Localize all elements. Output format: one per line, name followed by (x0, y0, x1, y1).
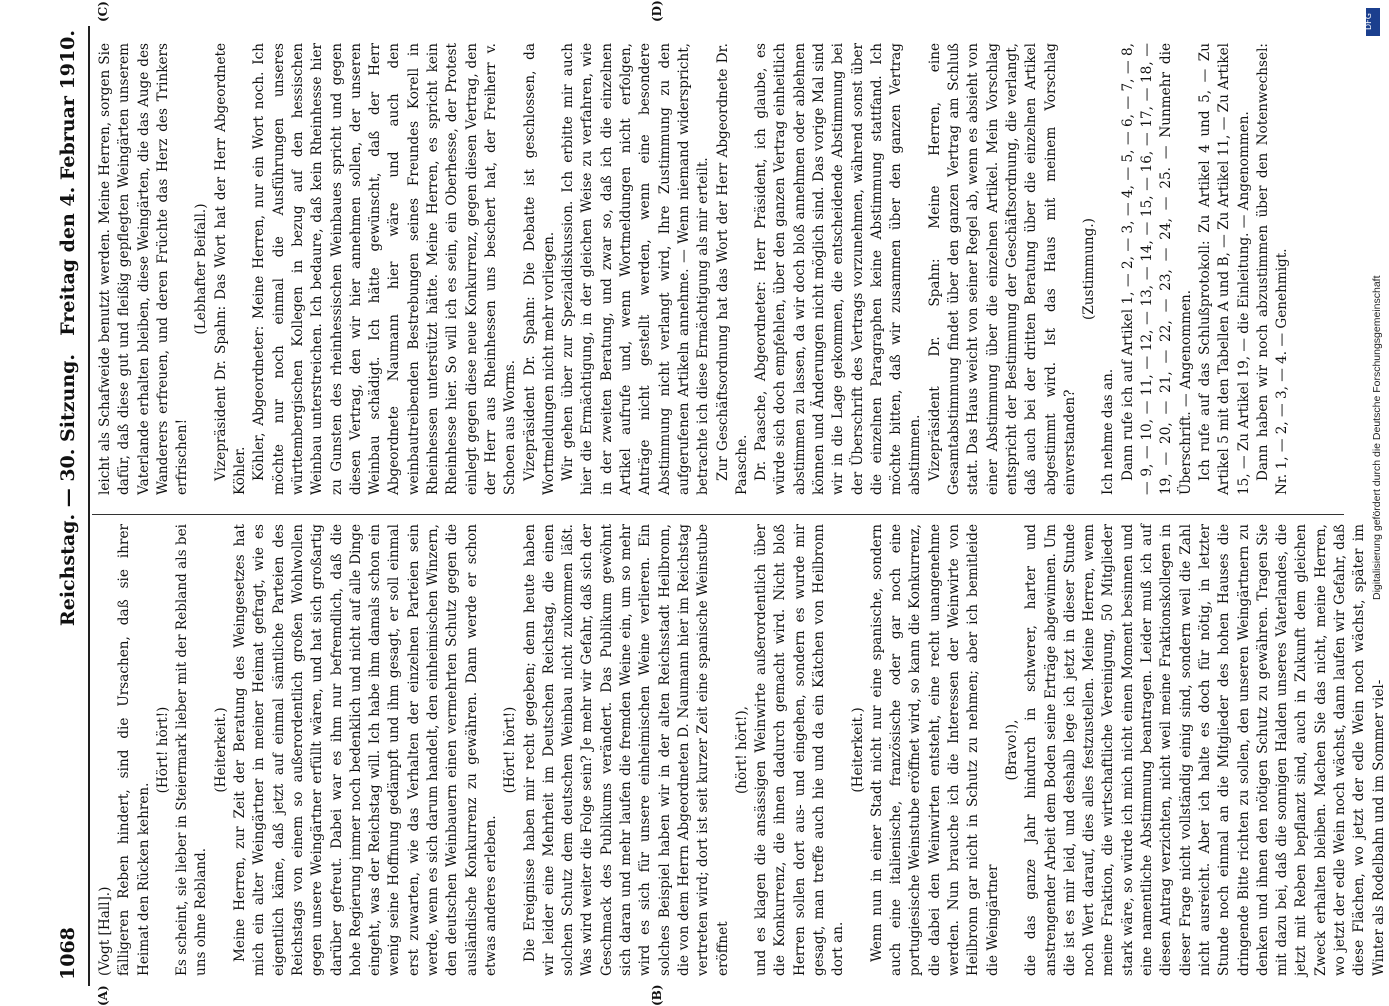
speaker-paragraph: Köhler, Abgeordneter: Meine Herren, nur ein Wort noch. Ich möchte nur noch einmal die Ausführungen unseres württembergischen Kollegen in bezug auf den hessischen Weinbau unterstreichen. Ich bedaure, daß kein Rheinhesse hier zu Gunsten des rheinhessischen Weinbaues spricht und gegen diesen Vertrag, den wir hier annehmen sollen, der unseren Weinbau schädigt. Ich hätte gewünscht, daß der Herr Abgeordnete Naumann hier wäre und auch den weinbautreibenden Bestrebungen seines Freundes Korell in Rheinhessen unterstützt hätte. Meine Herren, es spricht kein Rheinhesse hier. So will ich es sein, ein Oberhesse, der Protest einlegt gegen diese neue Konkurrenz, gegen diesen Vertrag, den der Herr aus Rheinhessen uns beschert hat, der Freiherr v. Schoen aus Worms. (250, 43, 520, 495)
paragraph: Ich rufe auf das Schlußprotokoll: Zu Artikel 4 und 5, — Zu Artikel 5 mit den Tabellen A und B, — Zu Artikel 11, — Zu Artikel 15, — Zu Artikel 19, — die Einleitung. — Angenommen. (1196, 43, 1254, 495)
paragraph: leicht als Schafweide benutzt werden. Meine Herren, sorgen Sie dafür, daß diese gut und fleißig gepflegten Weingärten unserem Vaterlande erhalten bleiben, diese Weingärten, die das Auge des Wanderers erfreuen, und deren Früchte das Herz des Trinkers erfrischen! (96, 43, 192, 495)
interjection: (Heiterkeit.) (212, 524, 231, 976)
interjection: (Bravo!), (1003, 524, 1022, 976)
paragraph: Wenn nun in einer Stadt nicht nur eine spanische, sondern auch eine italienische, französische oder gar noch eine portugiesische Weinstube eröffnet wird, so kann die Konkurrenz, die dabei den Weinwirten entsteht, eine recht unangenehme werden. Nun brauche ich die Interessen der Weinwirte von Heilbronn gar nicht in Schutz zu nehmen; aber ich bemitleide die Weingärtner (868, 524, 1003, 976)
paragraph: die das ganze Jahr hindurch in schwerer, harter und anstrengender Arbeit dem Boden seine Erträge abgewinnen. Um die ist es mir leid, und deshalb lege ich jetzt in dieser Stunde noch Wert darauf, dies alles festzustellen. Meine Herren, wenn meine Fraktion, die wirtschaftliche Vereinigung, 50 Mitglieder stark wäre, so würde ich mich nicht einen Moment besinnen und eine namentliche Abstimmung beantragen. Leider muß ich auf diesen Antrag verzichten, nicht weil meine Fraktionskollegen in dieser Frage nicht vollständig einig sind, sondern weil die Zahl nicht ausreicht. Aber ich halte es doch für nötig, in letzter Stunde noch einmal an die Mitglieder des hohen Hauses die dringende Bitte richten zu sollen, den unseren Weingärtnern zu denken und ihnen den nötigen Schutz zu gewähren. Tragen Sie mit dazu bei, daß die sonnigen Halden unseres Vaterlandes, die jetzt mit Reben bepflanzt sind, auch in Zukunft dem gleichen Zweck erhalten bleiben. Machen Sie das nicht, meine Herren, wo jetzt der edle Wein noch wächst, dann laufen wir Gefahr, daß diese Flächen, wo jetzt der edle Wein noch wächst, später im Winter als Rodelbahn und im Sommer viel- (1022, 524, 1389, 976)
session-date: Freitag den 4. Februar 1910. (57, 30, 83, 370)
paragraph: Dann rufe ich auf Artikel 1, — 2, — 3, — 4, — 5, — 6, — 7, — 8, — 9, — 10, — 11, — 12, — 13, — 14, — 15, — 16, — 17, — 18, — 19, — 20, — 21, — 22, — 23, — 24, — 25. — Nunmehr die Überschrift. — Angenommen. (1119, 43, 1196, 495)
digitization-credit: Digitalisierung gefördert durch die Deutsche Forschungsgemeinschaft (1356, 40, 1376, 640)
interjection: (Zustimmung.) (1080, 43, 1099, 495)
paragraph: Es scheint, sie lieber in Steiermark lieber mit der Rebland als bei uns ohne Rebland. (173, 524, 212, 976)
page-number: 1068 (57, 927, 83, 980)
paragraph: Dann haben wir noch abzustimmen über den Notenwechsel: Nr. 1, — 2, — 3, — 4. — Genehmigt. (1254, 43, 1293, 495)
left-column (96, 524, 1336, 976)
running-title: Reichstag. — 30. Sitzung. (57, 280, 83, 700)
speaker-paragraph: Vizepräsident Dr. Spahn: Das Wort hat der Herr Abgeordnete Köhler. (212, 43, 251, 495)
interjection: (Lebhafter Beifall.) (192, 43, 211, 495)
interjection: (Heiterkeit.) (849, 524, 868, 976)
speaker-continuation: (Vogt [Hall].) (96, 524, 115, 976)
interjection: (Hört! hört!) (154, 524, 173, 976)
paragraph: Wir gehen über zur Spezialdiskussion. Ich erbitte mir auch hier die Ermächtigung, in der gleichen Weise zu verfahren, wie in der zweiten Beratung, und zwar so, daß ich die einzelnen Artikel aufrufe und, wenn Wortmeldungen nicht erfolgen, Anträge nicht gestellt werden, wenn eine besondere Abstimmung nicht verlangt wird, Ihre Zustimmung zu den aufgerufenen Artikeln annehme. — Wenn niemand widerspricht, betrachte ich diese Ermächtigung als mir erteilt. (559, 43, 713, 495)
dfg-logo: DFG (1366, 8, 1380, 36)
paragraph: Ich nehme das an. (1099, 43, 1118, 495)
speaker-paragraph: Vizepräsident Dr. Spahn: Die Debatte ist geschlossen, da Wortmeldungen nicht mehr vorliegen. (521, 43, 560, 495)
speaker-paragraph: Vizepräsident Dr. Spahn: Meine Herren, eine Gesamtabstimmung findet über den ganzen Vertrag am Schluß statt. Das Haus weicht von seiner Regel ab, wenn es absieht von einer Abstimmung über die einzelnen Artikel. Mein Vorschlag entspricht der Bestimmung der Geschäftsordnung, die verlangt, daß auch bei der dritten Beratung über die einzelnen Artikel abgestimmt wird. Ist das Haus mit meinem Vorschlag einverstanden? (926, 43, 1080, 495)
column-rule (92, 514, 1344, 515)
paragraph: Die Ereignisse haben mir recht gegeben; denn heute haben wir leider eine Mehrheit im Deutschen Reichstag, die einen solchen Schutz dem deutschen Weinbau nicht zukommen läßt. Was wird weiter die Folge sein? Je mehr wir Gefahr, daß sich der Geschmack des Publikums verändert. Das Publikum gewöhnt sich daran und mehr laufen die fremden Weine ein, um so mehr wird es sich für unsere einheimischen Weine verlieren. Ein solches Beispiel haben wir in der alten Reichsstadt Heilbronn, die von dem Herrn Abgeordneten D. Naumann hier im Reichstag vertreten wird; dort ist seit kurzer Zeit eine spanische Weinstube eröffnet (521, 524, 733, 976)
paragraph: Zur Geschäftsordnung hat das Wort der Herr Abgeordnete Dr. Paasche. (714, 43, 753, 495)
header-rule (88, 26, 90, 986)
speaker-paragraph: Dr. Paasche, Abgeordneter: Herr Präsident, ich glaube, es würde sich doch empfehlen, über den ganzen Vertrag einheitlich abstimmen zu lassen, da wir doch bloß annehmen oder ablehnen können und Änderungen nicht möglich sind. Das vorige Mal sind wir in die Lage gekommen, die entscheidende Abstimmung bei der Überschrift des Vertrags vorzunehmen, während sonst über die einzelnen Paragraphen keine Abstimmung stattfand. Ich möchte bitten, daß wir zusammen über den ganzen Vertrag abstimmen. (752, 43, 926, 495)
interjection: (hört! hört!), (733, 524, 752, 976)
paragraph: Meine Herren, zur Zeit der Beratung des Weingesetzes hat mich ein alter Weingärtner in meiner Heimat gefragt, wie es eigentlich käme, daß jetzt auf einmal sämtliche Parteien des Reichstags von einem so außerordentlich großen Wohlwollen gegen unsere Weingärtner erfüllt wären, und hat sich großartig darüber gefreut. Dabei war es ihm nur befremdlich, daß die hohe Regierung immer noch bedenklich und nicht auf alle Dinge eingeht, was der Reichstag will. Ich habe ihm damals schon ein wenig seine Hoffnung gedämpft und ihm gesagt, er soll einmal erst zuwarten, wie das Verhalten der einzelnen Parteien sein werde, wenn es sich darum handelt, den einheimischen Winzern, den deutschen Weinbauern einen vermehrten Schutz gegen die ausländische Konkurrenz zu gewähren. Dann werde er schon etwas anderes erleben. (231, 524, 501, 976)
margin-marker-d: (D) (650, 0, 664, 22)
right-column (96, 43, 1336, 495)
margin-marker-b: (B) (650, 985, 664, 1006)
margin-marker-a: (A) (96, 985, 110, 1006)
paragraph: fälligeren Reben hindert, sind die Ursachen, daß sie ihrer Heimat den Rücken kehren. (115, 524, 154, 976)
margin-marker-c: (C) (96, 1, 110, 22)
interjection: (Hört! hört!) (501, 524, 520, 976)
paragraph: und es klagen die ansässigen Weinwirte außerordentlich über die Konkurrenz, die ihnen dadurch gemacht wird. Nicht bloß Herren sollen dort aus- und eingehen, sondern es wurde mir gesagt, man treffe auch hie und da ein Kätchen von Heilbronn dort an. (752, 524, 848, 976)
